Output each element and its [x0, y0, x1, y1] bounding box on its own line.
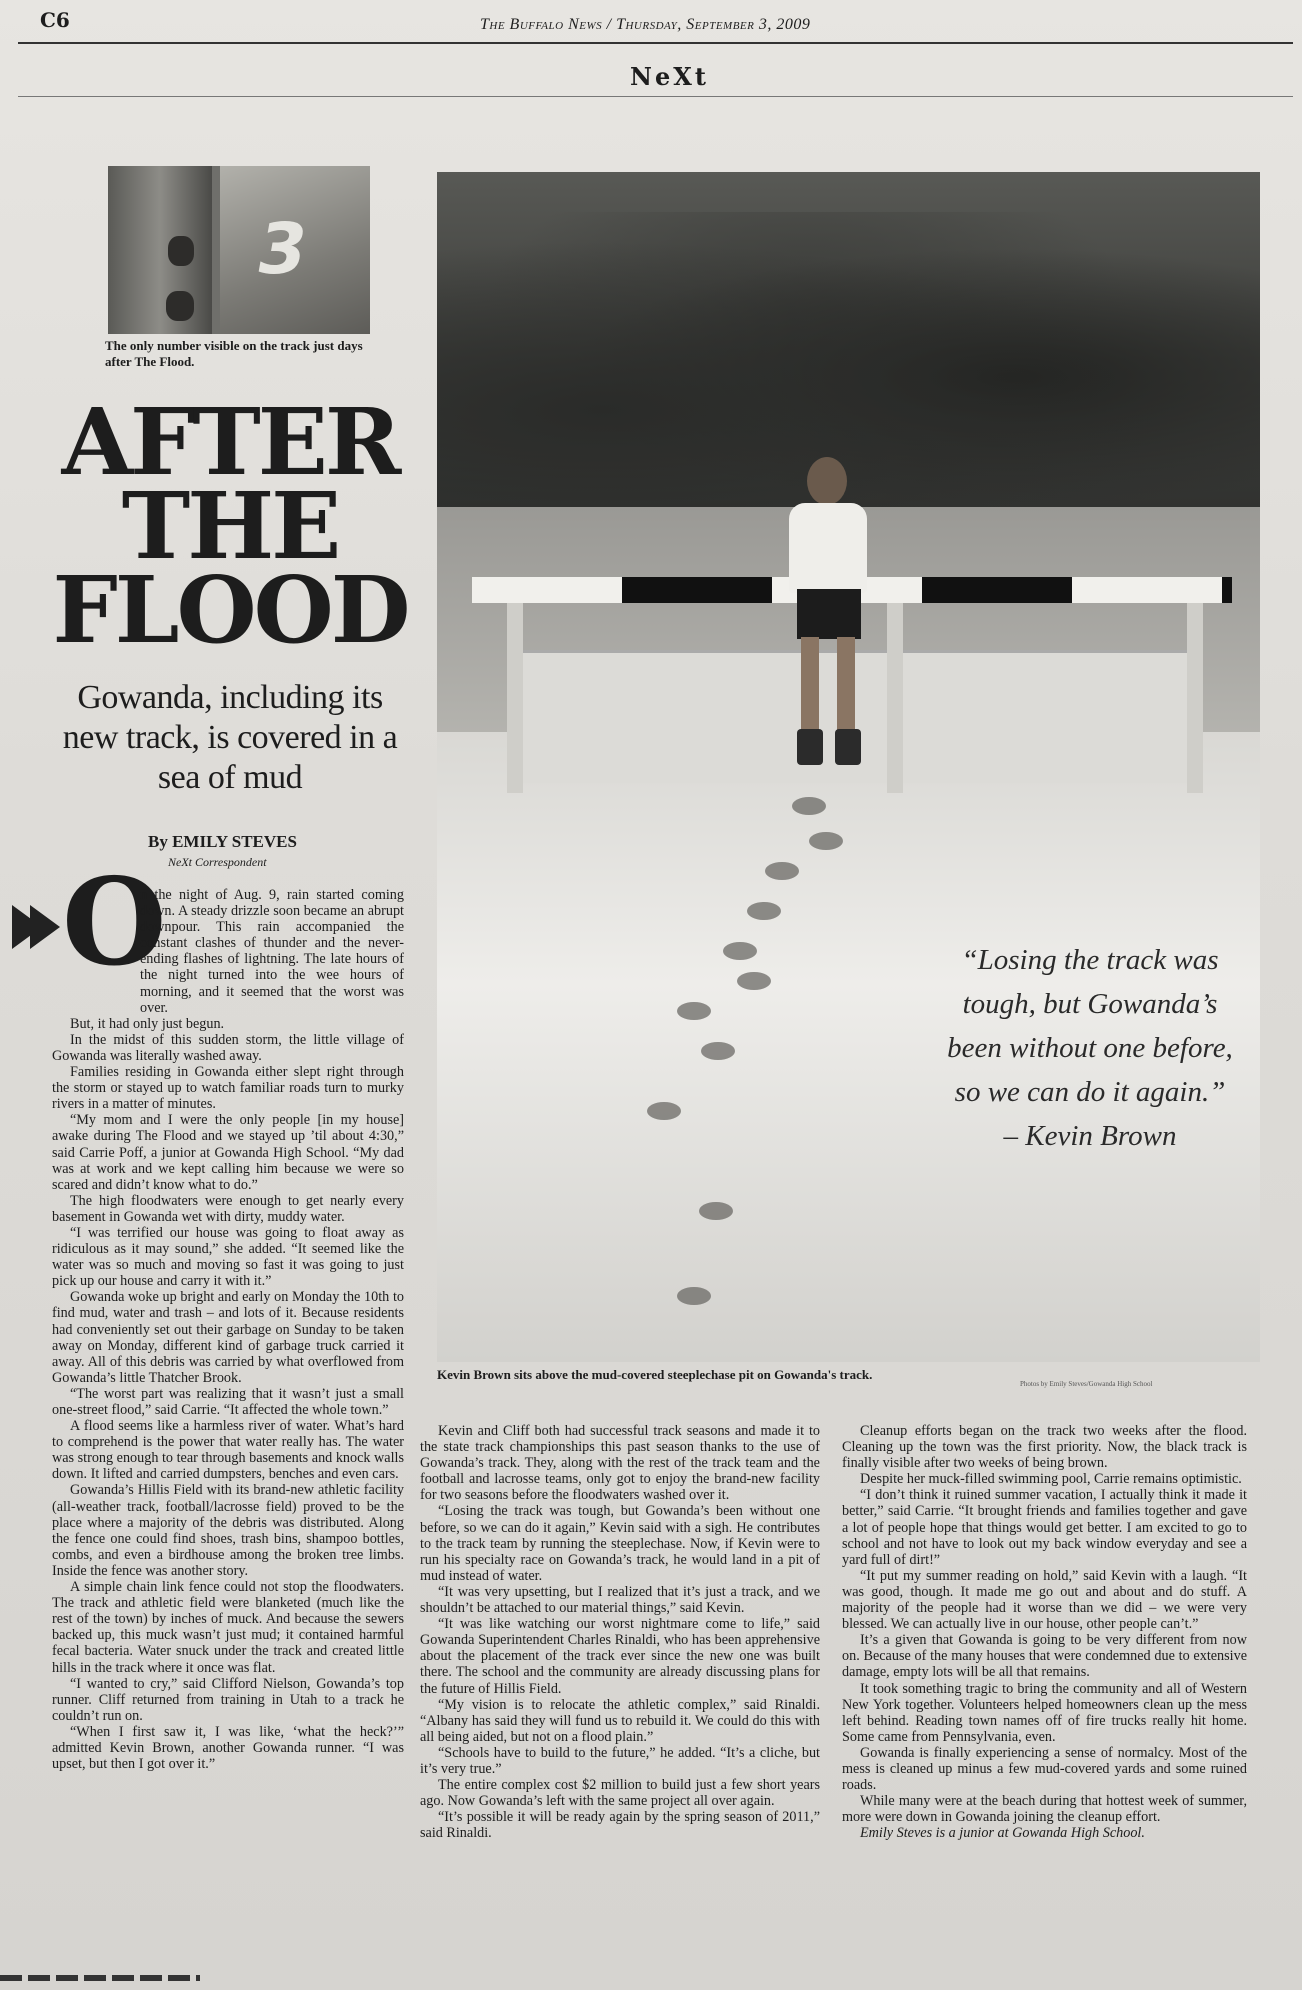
main-photo: [437, 172, 1260, 1362]
headline-line: AFTER: [61, 388, 399, 496]
pull-quote: [940, 938, 1240, 1158]
paragraph: “I was terrified our house was going to float away as ridiculous as it may sound,” she added. “It seemed like the water was so much and moving so fast it was going to just pick up our house and carry it with it.”: [52, 1224, 404, 1290]
paragraph: “It was like watching our worst nightmare come to life,” said Gowanda Superintendent Charles Rinaldi, who has been apprehensive about the placement of the track ever since the new one was built there. The school and the community are already discussing plans for the future of Hillis Field.: [420, 1616, 820, 1697]
paragraph: Gowanda woke up bright and early on Monday the 10th to find mud, water and trash – and lots of it. Because residents had conveniently set out their garbage on Sunday to be taken away on Monday, different kind of garbage truck carried it away. All of this debris was carried by what overflowed from Gowanda’s little Thatcher Brook.: [52, 1289, 404, 1386]
paragraph: “Schools have to build to the future,” he added. “It’s a cliche, but it’s very true.”: [420, 1744, 820, 1777]
author-tagline: Emily Steves is a junior at Gowanda High School.: [860, 1825, 1145, 1842]
barrier-post: [1187, 603, 1203, 793]
page-number: C6: [40, 8, 70, 32]
footprint: [747, 902, 781, 920]
runner-leg: [801, 637, 819, 737]
track-number-digit: 3: [250, 208, 314, 290]
headline-line: THE: [121, 472, 339, 580]
paragraph: Kevin and Cliff both had successful track seasons and made it to the state track championships this past season thanks to the use of Gowanda’s track. They, along with the rest of the track team and the football and lacrosse teams, only got to enjoy the brand-new facility for two seasons before the floodwaters washed over it.: [420, 1423, 820, 1504]
pull-quote-text: “Losing the track was tough, but Gowanda’s been without one before, so we can do it again.”: [947, 944, 1233, 1108]
deck-subheadline: Gowanda, including its new track, is covered in a sea of mud: [62, 679, 398, 796]
paragraph: “It put my summer reading on hold,” said Kevin with a laugh. “It was good, though. It made me go out and about and do stuff. A majority of the people had it worse than we did – we were very blessed. We can actually live in our house, other people can’t.”: [842, 1567, 1247, 1633]
runner-shorts: [797, 589, 861, 639]
barrier-post: [887, 603, 903, 793]
mud-clump: [168, 236, 194, 266]
top-rule: [18, 42, 1293, 44]
footprint: [677, 1287, 711, 1305]
runner-head: [807, 457, 847, 505]
pull-quote-attribution: – Kevin Brown: [1003, 1120, 1177, 1152]
paragraph: “The worst part was realizing that it wasn’t just a small one-street flood,” said Carrie. “It affected the whole town.”: [52, 1385, 404, 1418]
paragraph: In the midst of this sudden storm, the little village of Gowanda was literally washed away.: [52, 1031, 404, 1064]
paragraph: The entire complex cost $2 million to build just a few short years ago. Now Gowanda’s left with the same project all over again.: [420, 1777, 820, 1810]
paragraph: Despite her muck-filled swimming pool, Carrie remains optimistic.: [860, 1471, 1242, 1488]
runner-shoe: [797, 729, 823, 765]
footprint: [765, 862, 799, 880]
headline-line: FLOOD: [52, 556, 408, 664]
section-name: NeXt: [630, 62, 709, 91]
footprint: [699, 1202, 733, 1220]
paragraph: “My mom and I were the only people [in my house] awake during The Flood and we stayed up ’til about 4:30,” said Carrie Poff, a junior at Gowanda High School. “My dad was at work and we kept calling him because we were so scared and didn’t know what to do.”: [52, 1112, 404, 1193]
paragraph: “Losing the track was tough, but Gowanda’s been without one before, so we can do it again,” Kevin said with a sigh. He contributes to the track team by running the steeplechase. Now, if Kevin were to run his specialty race on Gowanda’s track, he would land in a pit of mud instead of water.: [420, 1503, 820, 1584]
footprint: [809, 832, 843, 850]
paragraph: A flood seems like a harmless river of water. What’s hard to comprehend is the power that water really has. The water was strong enough to tear through basements and knock walls down. It lifted and carried dumpsters, benches and even cars.: [52, 1418, 404, 1483]
running-head: The Buffalo News / Thursday, September 3, 2009: [480, 16, 811, 33]
track-thumbnail-photo: [108, 166, 370, 334]
runner-leg: [837, 637, 855, 737]
paragraph: The high floodwaters were enough to get nearly every basement in Gowanda wet with dirty, muddy water.: [52, 1192, 404, 1225]
paragraph: While many were at the beach during that hottest week of summer, more were down in Gowanda joining the cleanup effort.: [842, 1793, 1247, 1826]
article-column-1: [52, 887, 404, 1772]
article-column-3: [842, 1423, 1247, 1841]
mud-clump: [166, 291, 194, 321]
paragraph: “I don’t think it ruined summer vacation, I actually think it made it better,” said Carrie. “It brought friends and families together and gave a lot of people hope that things would get better. I am excited to go to school and not have to look out my back window everyday and see a yard full of dirt!”: [842, 1487, 1247, 1568]
paragraph: “It’s possible it will be ready again by the spring season of 2011,” said Rinaldi.: [420, 1809, 820, 1842]
runner-figure: [767, 457, 887, 647]
headline: [50, 388, 410, 664]
paragraph: Gowanda’s Hillis Field with its brand-new athletic facility (all-weather track, football/lacrosse field) proved to be the place where a majority of the debris was distributed. Along the fence one could find shoes, trash bins, shampoo bottles, combs, and even a birdhouse among the broken tree limbs. Inside the fence was another story.: [52, 1482, 404, 1579]
thumbnail-left-panel: [108, 166, 212, 334]
runner-shoe: [835, 729, 861, 765]
footprint: [723, 942, 757, 960]
byline-credit: NeXt Correspondent: [168, 855, 267, 869]
paragraph: “I wanted to cry,” said Clifford Nielson, Gowanda’s top runner. Cliff returned from training in Utah to a track he couldn’t run on.: [52, 1675, 404, 1724]
paragraph: It took something tragic to bring the community and all of Western New York together. Volunteers helped homeowners clean up the mess left behind. Reading town names off of fire trucks really hit home. Some came from Pennsylvania, even.: [842, 1680, 1247, 1745]
paragraph: “My vision is to relocate the athletic complex,” said Rinaldi. “Albany has said they will fund us to rebuild it. We could do this with all being aided, but not on a flood plain.”: [420, 1696, 820, 1745]
barrier-post: [507, 603, 523, 793]
paragraph: A simple chain link fence could not stop the floodwaters. The track and athletic field were blanketed (much like the rest of the town) by inches of muck. And because the sewers backed up, this muck wasn’t just mud; it contained harmful fecal bacteria. Water snuck under the track and created little hills in the track where it once was flat.: [52, 1579, 404, 1676]
paragraph: It’s a given that Gowanda is going to be very different from now on. Because of the many houses that were condemned due to extensive damage, empty lots will be all that remains.: [842, 1632, 1247, 1681]
paragraph: n the night of Aug. 9, rain started coming down. A steady drizzle soon became an abrupt downpour. This rain accompanied the constant clashes of thunder and the never-ending flashes of lightning. The late hours of the night turned into the wee hours of morning, and it seemed that the worst was over.: [140, 887, 404, 1016]
photo-credit: Photos by Emily Steves/Gowanda High School: [1020, 1380, 1153, 1388]
paragraph: “When I first saw it, I was like, ‘what the heck?’” admitted Kevin Brown, another Gowanda runner. “I was upset, but then I got over it.”: [52, 1723, 404, 1773]
section-rule: [18, 96, 1293, 97]
paragraph: Cleanup efforts began on the track two weeks after the flood. Cleaning up the town was the first priority. Now, the black track is finally visible after two weeks of being brown.: [842, 1423, 1247, 1472]
footprint: [701, 1042, 735, 1060]
thumbnail-caption: The only number visible on the track just days after The Flood.: [105, 338, 363, 369]
bottom-rule: [0, 1975, 200, 1981]
footprint: [737, 972, 771, 990]
footprint: [792, 797, 826, 815]
paragraph: “It was very upsetting, but I realized that it’s just a track, and we shouldn’t be attached to our material things,” said Kevin.: [420, 1583, 820, 1617]
article-column-2: [420, 1423, 820, 1841]
paragraph: But, it had only just begun.: [70, 1015, 225, 1032]
paragraph: Gowanda is finally experiencing a sense of normalcy. Most of the mess is cleaned up minus a few mud-covered yards and some ruined roads.: [842, 1744, 1247, 1794]
footprint: [647, 1102, 681, 1120]
footprint: [677, 1002, 711, 1020]
drop-cap: O: [62, 852, 167, 993]
paragraph: Families residing in Gowanda either slept right through the storm or stayed up to watch familiar roads turn to murky rivers in a matter of minutes.: [52, 1064, 404, 1113]
runner-shirt: [789, 503, 867, 593]
byline: By EMILY STEVES: [148, 832, 297, 851]
photo-caption: Kevin Brown sits above the mud-covered steeplechase pit on Gowanda's track.: [437, 1367, 873, 1382]
